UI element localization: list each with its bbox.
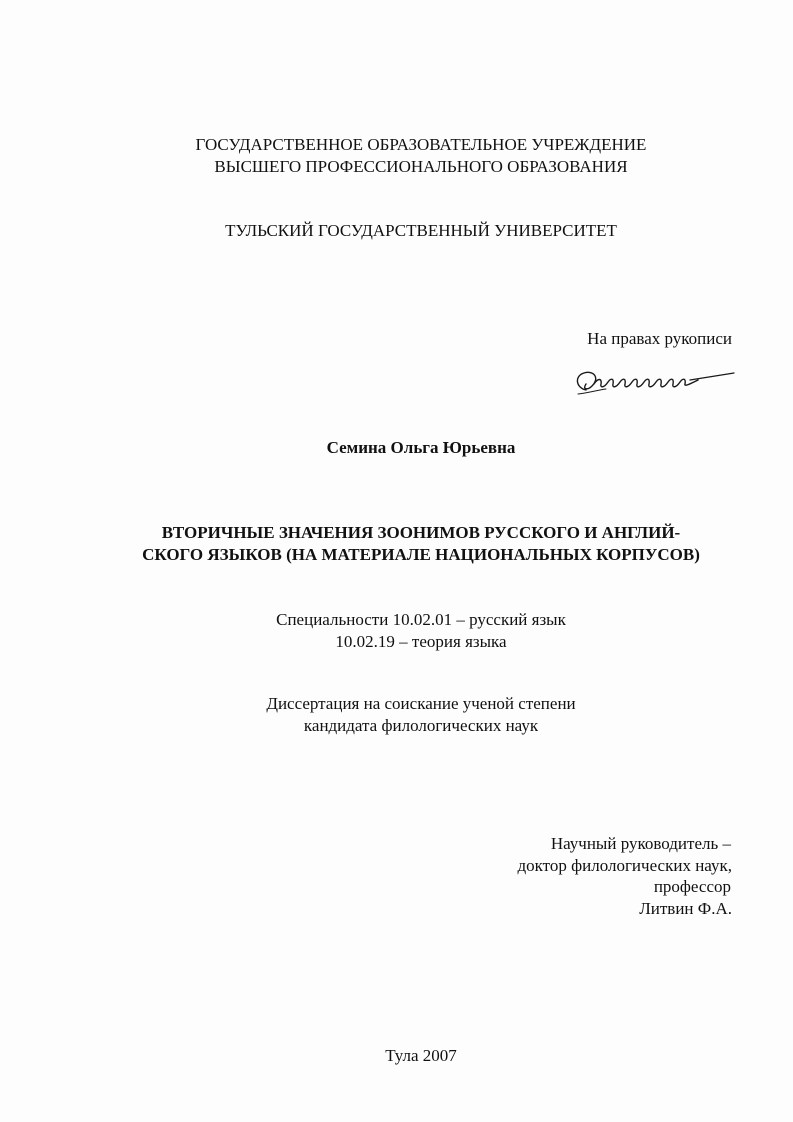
degree-line-1: Диссертация на соискание ученой степени <box>266 694 576 713</box>
manuscript-note: На правах рукописи <box>587 329 732 348</box>
institution-line-1: ГОСУДАРСТВЕННОЕ ОБРАЗОВАТЕЛЬНОЕ УЧРЕЖДЕНИЕ <box>195 135 647 154</box>
city-year: Тула 2007 <box>385 1046 457 1065</box>
institution-line-2: ВЫСШЕГО ПРОФЕССИОНАЛЬНОГО ОБРАЗОВАНИЯ <box>214 157 628 176</box>
university-name: ТУЛЬСКИЙ ГОСУДАРСТВЕННЫЙ УНИВЕРСИТЕТ <box>225 221 617 240</box>
degree-line-2: кандидата филологических наук <box>303 716 539 735</box>
supervisor-line-2: доктор филологических наук, <box>517 856 732 875</box>
supervisor-line-1: Научный руководитель – <box>550 834 731 853</box>
specialty-line-1: Специальности 10.02.01 – русский язык <box>276 610 566 629</box>
specialty-line-2: 10.02.19 – теория языка <box>335 632 507 651</box>
author-name: Семина Ольга Юрьевна <box>326 438 516 457</box>
supervisor-line-3: профессор <box>653 877 731 896</box>
dissertation-title-line-1: ВТОРИЧНЫЕ ЗНАЧЕНИЯ ЗООНИМОВ РУССКОГО И АНГЛИЙ- <box>161 523 681 542</box>
signature-icon <box>568 360 738 404</box>
dissertation-title-line-2: СКОГО ЯЗЫКОВ (НА МАТЕРИАЛЕ НАЦИОНАЛЬНЫХ КОРПУСОВ) <box>142 545 700 564</box>
supervisor-name: Литвин Ф.А. <box>639 899 732 918</box>
